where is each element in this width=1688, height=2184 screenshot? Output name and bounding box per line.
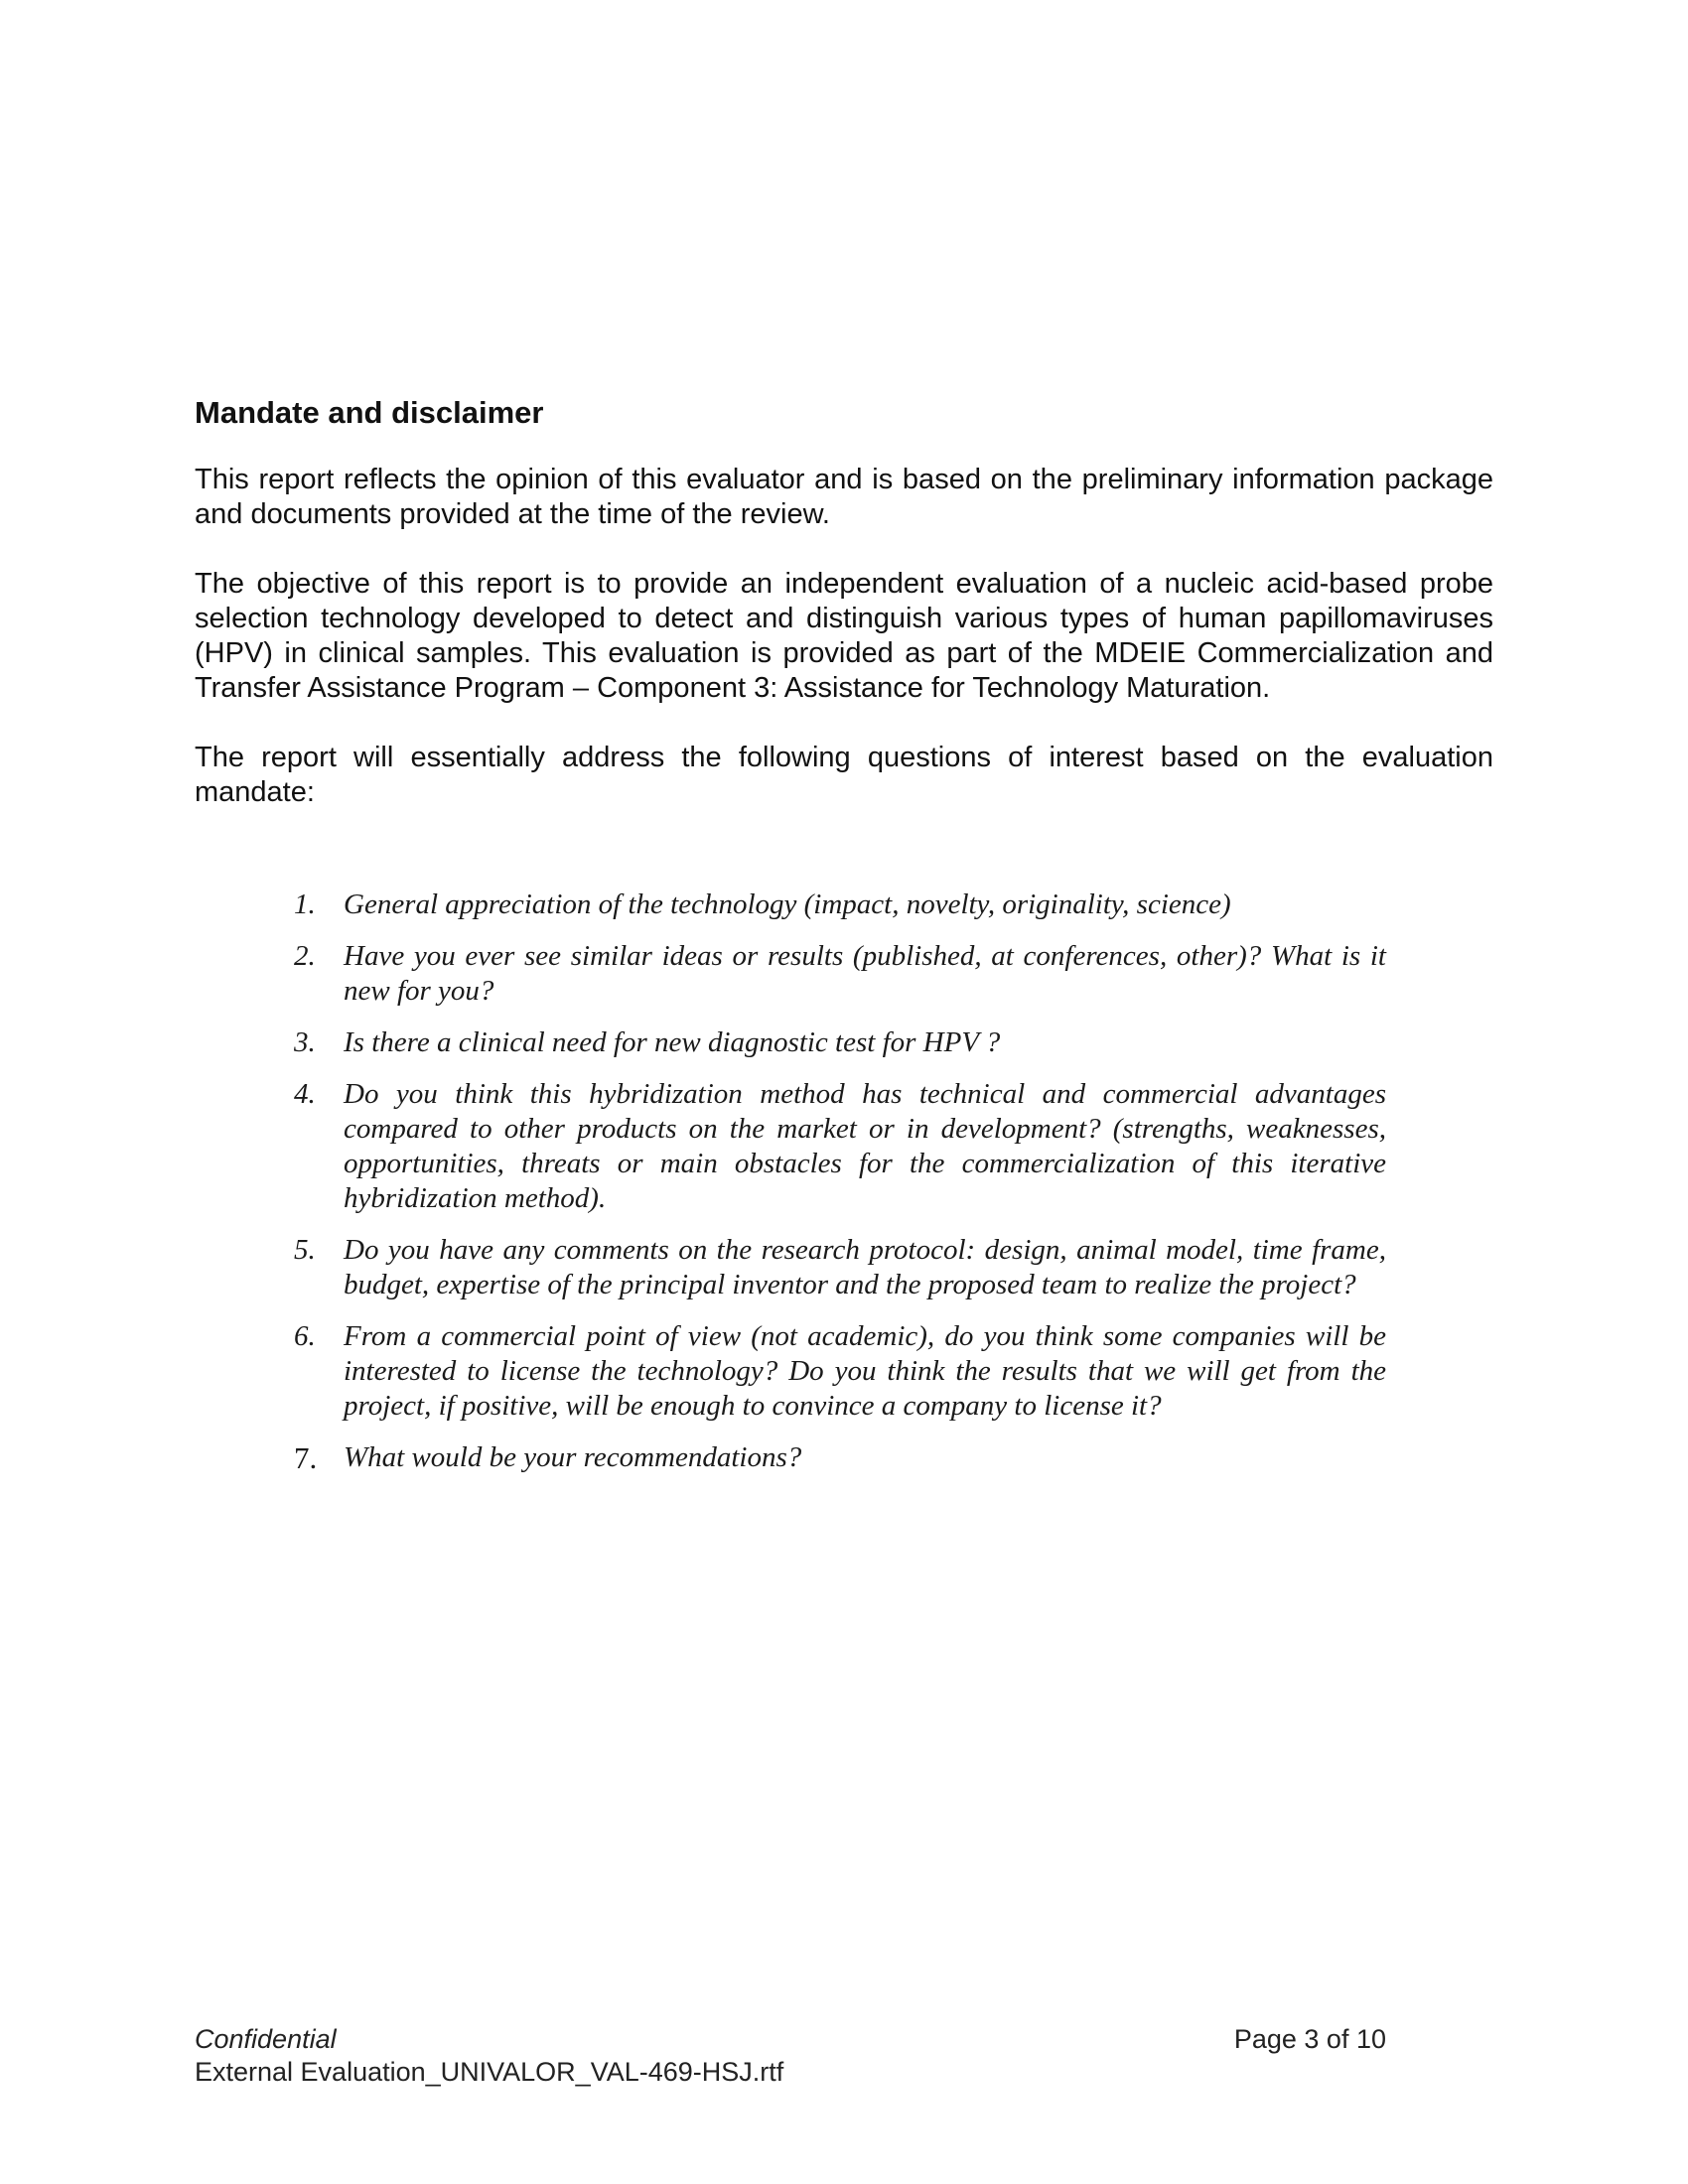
paragraph-objective: The objective of this report is to provide an independent evaluation of a nucleic acid-based probe selection technology developed to detect and distinguish various types of human papillomaviruses (HPV) in clinical samples. This evaluation is provided as part of the MDEIE Commercialization and Transfer Assistance Program – Component 3: Assistance for Technology Maturation. xyxy=(195,568,1493,704)
section-heading: Mandate and disclaimer xyxy=(195,395,544,430)
footer-row xyxy=(195,2023,1386,2056)
footer-filename: External Evaluation_UNIVALOR_VAL-469-HSJ.rtf xyxy=(195,2057,784,2087)
question-text: Do you think this hybridization method has technical and commercial advantages compared to other products on the market or in development? (strengths, weaknesses, opportunities, threats or main obstacles for the commercialization of this iterative hybridization method). xyxy=(344,1078,1386,1214)
question-item xyxy=(195,1077,1386,1216)
question-number: 3. xyxy=(294,1026,316,1058)
page-footer xyxy=(195,2023,1386,2089)
question-text: Do you have any comments on the research protocol: design, animal model, time frame, budget, expertise of the principal inventor and the proposed team to realize the project? xyxy=(344,1234,1386,1300)
question-item xyxy=(195,939,1386,1009)
questions-list xyxy=(195,887,1493,1475)
question-text: Have you ever see similar ideas or results (published, at conferences, other)? What is it new for you? xyxy=(344,940,1386,1007)
question-number: 7. xyxy=(294,1440,318,1475)
question-item xyxy=(195,1319,1386,1424)
question-number: 4. xyxy=(294,1078,316,1110)
confidential-label: Confidential xyxy=(195,2024,337,2054)
main-content xyxy=(195,393,1493,1492)
question-number: 2. xyxy=(294,940,316,972)
question-number: 1. xyxy=(294,888,316,920)
question-number: 6. xyxy=(294,1320,316,1352)
question-number: 5. xyxy=(294,1234,316,1266)
paragraph-questions-intro: The report will essentially address the following questions of interest based on the evaluation mandate: xyxy=(195,742,1493,808)
question-text: Is there a clinical need for new diagnostic test for HPV ? xyxy=(344,1026,1001,1058)
question-item xyxy=(195,1233,1386,1302)
page-number: Page 3 of 10 xyxy=(1233,2024,1386,2054)
question-text: General appreciation of the technology (impact, novelty, originality, science) xyxy=(344,888,1231,920)
question-item xyxy=(195,1025,1386,1060)
question-item xyxy=(195,887,1386,922)
question-item xyxy=(195,1440,1386,1475)
question-text: From a commercial point of view (not academic), do you think some companies will be interested to license the technology? Do you think the results that we will get from the project, if positive, will be enough to convince a company to license it? xyxy=(344,1320,1386,1422)
paragraph-opinion: This report reflects the opinion of this evaluator and is based on the preliminary information package and documents provided at the time of the review. xyxy=(195,464,1493,530)
question-text: What would be your recommendations? xyxy=(344,1441,802,1473)
